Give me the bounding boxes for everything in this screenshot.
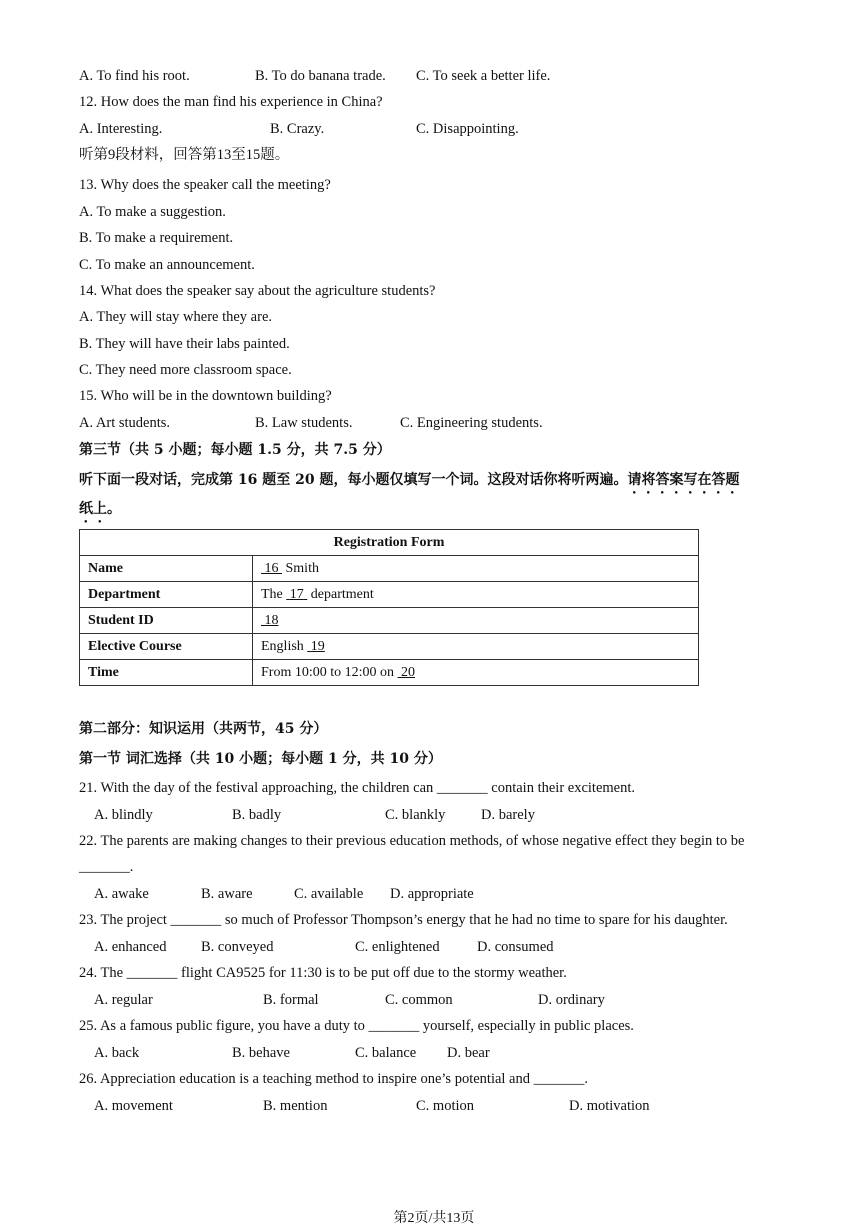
form-value bbox=[253, 608, 699, 634]
q21-option-b: B. badly bbox=[232, 807, 282, 823]
section3-heading: 第三节（共 5 小题；每小题 1.5 分，共 7.5 分） bbox=[79, 442, 391, 458]
blank-17: 17 bbox=[289, 586, 304, 602]
form-row-name bbox=[80, 556, 699, 582]
form-row-student-id bbox=[80, 608, 699, 634]
blank-20: 20 bbox=[401, 664, 416, 680]
q21-option-d: D. barely bbox=[481, 807, 535, 823]
q26-stem: 26. Appreciation education is a teaching method to inspire one’s potential and _______. bbox=[79, 1071, 588, 1087]
form-value: From 10:00 to 12:00 on 20 bbox=[253, 660, 699, 686]
q23-option-c: C. enlightened bbox=[355, 939, 440, 955]
q24-option-d: D. ordinary bbox=[538, 992, 605, 1008]
q13-option-a: A. To make a suggestion. bbox=[79, 204, 226, 220]
registration-form bbox=[79, 529, 699, 686]
q11-option-a: A. To find his root. bbox=[79, 68, 190, 84]
page-footer: 第2页/共13页 bbox=[393, 1211, 475, 1226]
q21-option-a: A. blindly bbox=[94, 807, 153, 823]
form-label: Student ID bbox=[80, 608, 253, 634]
form-row-elective-course bbox=[80, 634, 699, 660]
q14-option-b: B. They will have their labs painted. bbox=[79, 336, 290, 352]
q24-option-a: A. regular bbox=[94, 992, 153, 1008]
q26-option-a: A. movement bbox=[94, 1098, 173, 1114]
form-value: English 19 bbox=[253, 634, 699, 660]
q14-stem: 14. What does the speaker say about the agriculture students? bbox=[79, 283, 436, 299]
q22-option-d: D. appropriate bbox=[390, 886, 474, 902]
q24-option-b: B. formal bbox=[263, 992, 319, 1008]
q13-stem: 13. Why does the speaker call the meeting? bbox=[79, 177, 331, 193]
q13-option-b: B. To make a requirement. bbox=[79, 230, 234, 246]
form-row-department bbox=[80, 582, 699, 608]
form-label: Time bbox=[80, 660, 253, 686]
q21-option-c: C. blankly bbox=[385, 807, 446, 823]
q26-option-b: B. mention bbox=[263, 1098, 328, 1114]
q23-option-d: D. consumed bbox=[477, 939, 554, 955]
form-value: The 17 department bbox=[253, 582, 699, 608]
q11-option-b: B. To do banana trade. bbox=[255, 68, 386, 84]
q23-option-a: A. enhanced bbox=[94, 939, 167, 955]
q11-option-c: C. To seek a better life. bbox=[416, 68, 551, 84]
form-value: 16 Smith bbox=[253, 556, 699, 582]
blank-16: 16 bbox=[264, 560, 279, 576]
form-label: Name bbox=[80, 556, 253, 582]
q22-stem-line2: _______. bbox=[79, 859, 134, 875]
q22-stem: 22. The parents are making changes to their previous education methods, of whose negative effect they begin to be bbox=[79, 833, 745, 849]
section3-instruction-line2 bbox=[79, 500, 121, 526]
q12-option-c: C. Disappointing. bbox=[416, 121, 519, 137]
q25-stem: 25. As a famous public figure, you have a duty to _______ yourself, especially in public places. bbox=[79, 1018, 634, 1034]
q13-option-c: C. To make an announcement. bbox=[79, 257, 255, 273]
section3-instruction-emphasis: 请将答案写在答题 bbox=[627, 472, 740, 488]
section3-instruction-emphasis2: 纸上 bbox=[79, 501, 107, 517]
part2-section1-heading: 第一节 词汇选择（共 10 小题；每小题 1 分，共 10 分） bbox=[79, 751, 442, 767]
q25-option-b: B. behave bbox=[232, 1045, 290, 1061]
blank-18: 18 bbox=[264, 612, 279, 628]
q14-option-c: C. They need more classroom space. bbox=[79, 362, 292, 378]
section3-instruction bbox=[79, 471, 739, 497]
q12-option-a: A. Interesting. bbox=[79, 121, 163, 137]
q23-stem: 23. The project _______ so much of Professor Thompson’s energy that he had no time to spare for his daughter. bbox=[79, 912, 728, 928]
form-label: Department bbox=[80, 582, 253, 608]
blank-19: 19 bbox=[310, 638, 325, 654]
q15-option-b: B. Law students. bbox=[255, 415, 353, 431]
q24-option-c: C. common bbox=[385, 992, 453, 1008]
q25-option-d: D. bear bbox=[447, 1045, 490, 1061]
q15-option-a: A. Art students. bbox=[79, 415, 171, 431]
q24-stem: 24. The _______ flight CA9525 for 11:30 is to be put off due to the stormy weather. bbox=[79, 965, 567, 981]
q25-option-a: A. back bbox=[94, 1045, 140, 1061]
section3-instruction-end: 。 bbox=[107, 501, 121, 517]
q15-option-c: C. Engineering students. bbox=[400, 415, 543, 431]
q22-option-b: B. aware bbox=[201, 886, 253, 902]
q21-stem: 21. With the day of the festival approaching, the children can _______ contain their excitement. bbox=[79, 780, 636, 796]
q14-option-a: A. They will stay where they are. bbox=[79, 309, 273, 325]
q26-option-c: C. motion bbox=[416, 1098, 475, 1114]
section3-instruction-text: 听下面一段对话，完成第 16 题至 20 题，每小题仅填写一个词。这段对话你将听两遍。 bbox=[79, 472, 628, 488]
passage9-instruction: 听第9段材料，回答第13至15题。 bbox=[79, 147, 290, 163]
q26-option-d: D. motivation bbox=[569, 1098, 650, 1114]
q25-option-c: C. balance bbox=[355, 1045, 417, 1061]
q22-option-c: C. available bbox=[294, 886, 364, 902]
form-title: Registration Form bbox=[80, 530, 699, 556]
q12-stem: 12. How does the man find his experience in China? bbox=[79, 94, 383, 110]
form-row-time bbox=[80, 660, 699, 686]
form-label: Elective Course bbox=[80, 634, 253, 660]
q15-stem: 15. Who will be in the downtown building? bbox=[79, 388, 332, 404]
q12-option-b: B. Crazy. bbox=[270, 121, 325, 137]
q23-option-b: B. conveyed bbox=[201, 939, 274, 955]
q22-option-a: A. awake bbox=[94, 886, 149, 902]
part2-heading: 第二部分：知识运用（共两节，45 分） bbox=[79, 721, 328, 737]
